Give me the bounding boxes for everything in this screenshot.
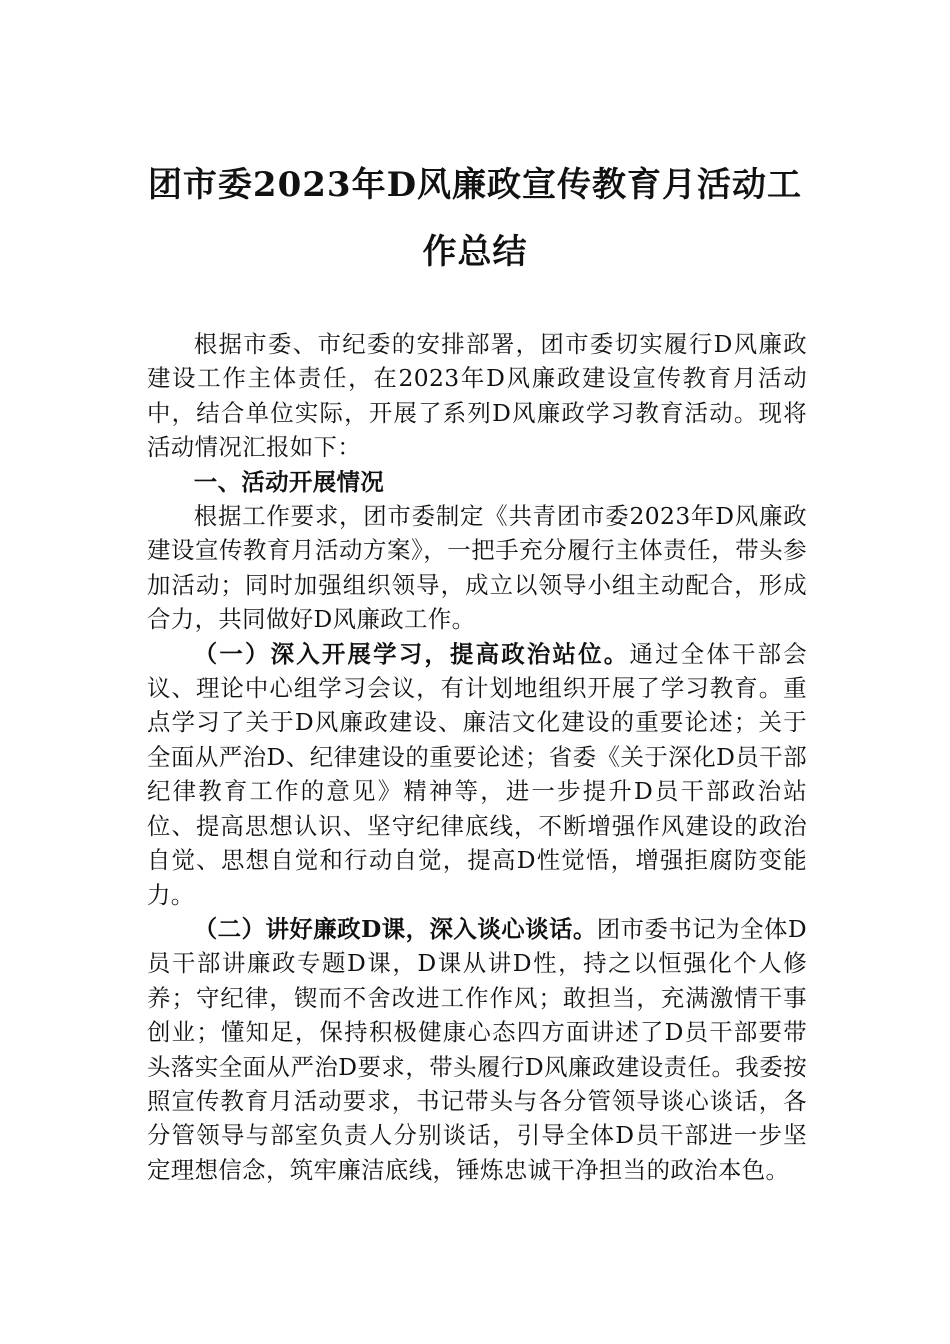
item-2-paragraph [147,912,807,1187]
item-1-paragraph [147,637,807,912]
document-title-line-2: 作总结 [422,232,528,272]
item-1-body: 通过全体干部会议、理论中心组学习会议，有计划地组织开展了学习教育。重点学习了关于D风廉政建设、廉洁文化建设的重要论述；关于全面从严治D、纪律建设的重要论述；省委《关于深化D员干部纪律教育工作的意见》精神等，进一步提升D员干部政治站位、提高思想认识、坚守纪律底线，不断增强作风建设的政治自觉、思想自觉和行动自觉，提高D性觉悟，增强拒腐防变能力。 [147,639,807,909]
document-body [147,327,807,1187]
item-2-lead: （二）讲好廉政D课，深入谈心谈话。 [193,914,597,943]
section-1-paragraph: 根据工作要求，团市委制定《共青团市委2023年D风廉政建设宣传教育月活动方案》，一把手充分履行主体责任，带头参加活动；同时加强组织领导，成立以领导小组主动配合，形成合力，共同做好D风廉政工作。 [147,502,807,634]
document-title-line-1: 团市委2023年D风廉政宣传教育月活动工 [147,165,803,205]
intro-paragraph: 根据市委、市纪委的安排部署，团市委切实履行D风廉政建设工作主体责任，在2023年D风廉政建设宣传教育月活动中，结合单位实际，开展了系列D风廉政学习教育活动。现将活动情况汇报如下： [147,330,807,462]
item-2-body: 团市委书记为全体D员干部讲廉政专题D课，D课从讲D性，持之以恒强化个人修养；守纪律，锲而不舍改进工作作风；敢担当，充满激情干事创业；懂知足，保持积极健康心态四方面讲述了D员干部要带头落实全面从严治D要求，带头履行D风廉政建设责任。我委按照宣传教育月活动要求，书记带头与各分管领导谈心谈话，各分管领导与部室负责人分别谈话，引导全体D员干部进一步坚定理想信念，筑牢廉洁底线，锤炼忠诚干净担当的政治本色。 [147,914,807,1184]
section-1-heading: 一、活动开展情况 [193,467,385,496]
item-1-lead: （一）深入开展学习，提高政治站位。 [193,639,630,668]
